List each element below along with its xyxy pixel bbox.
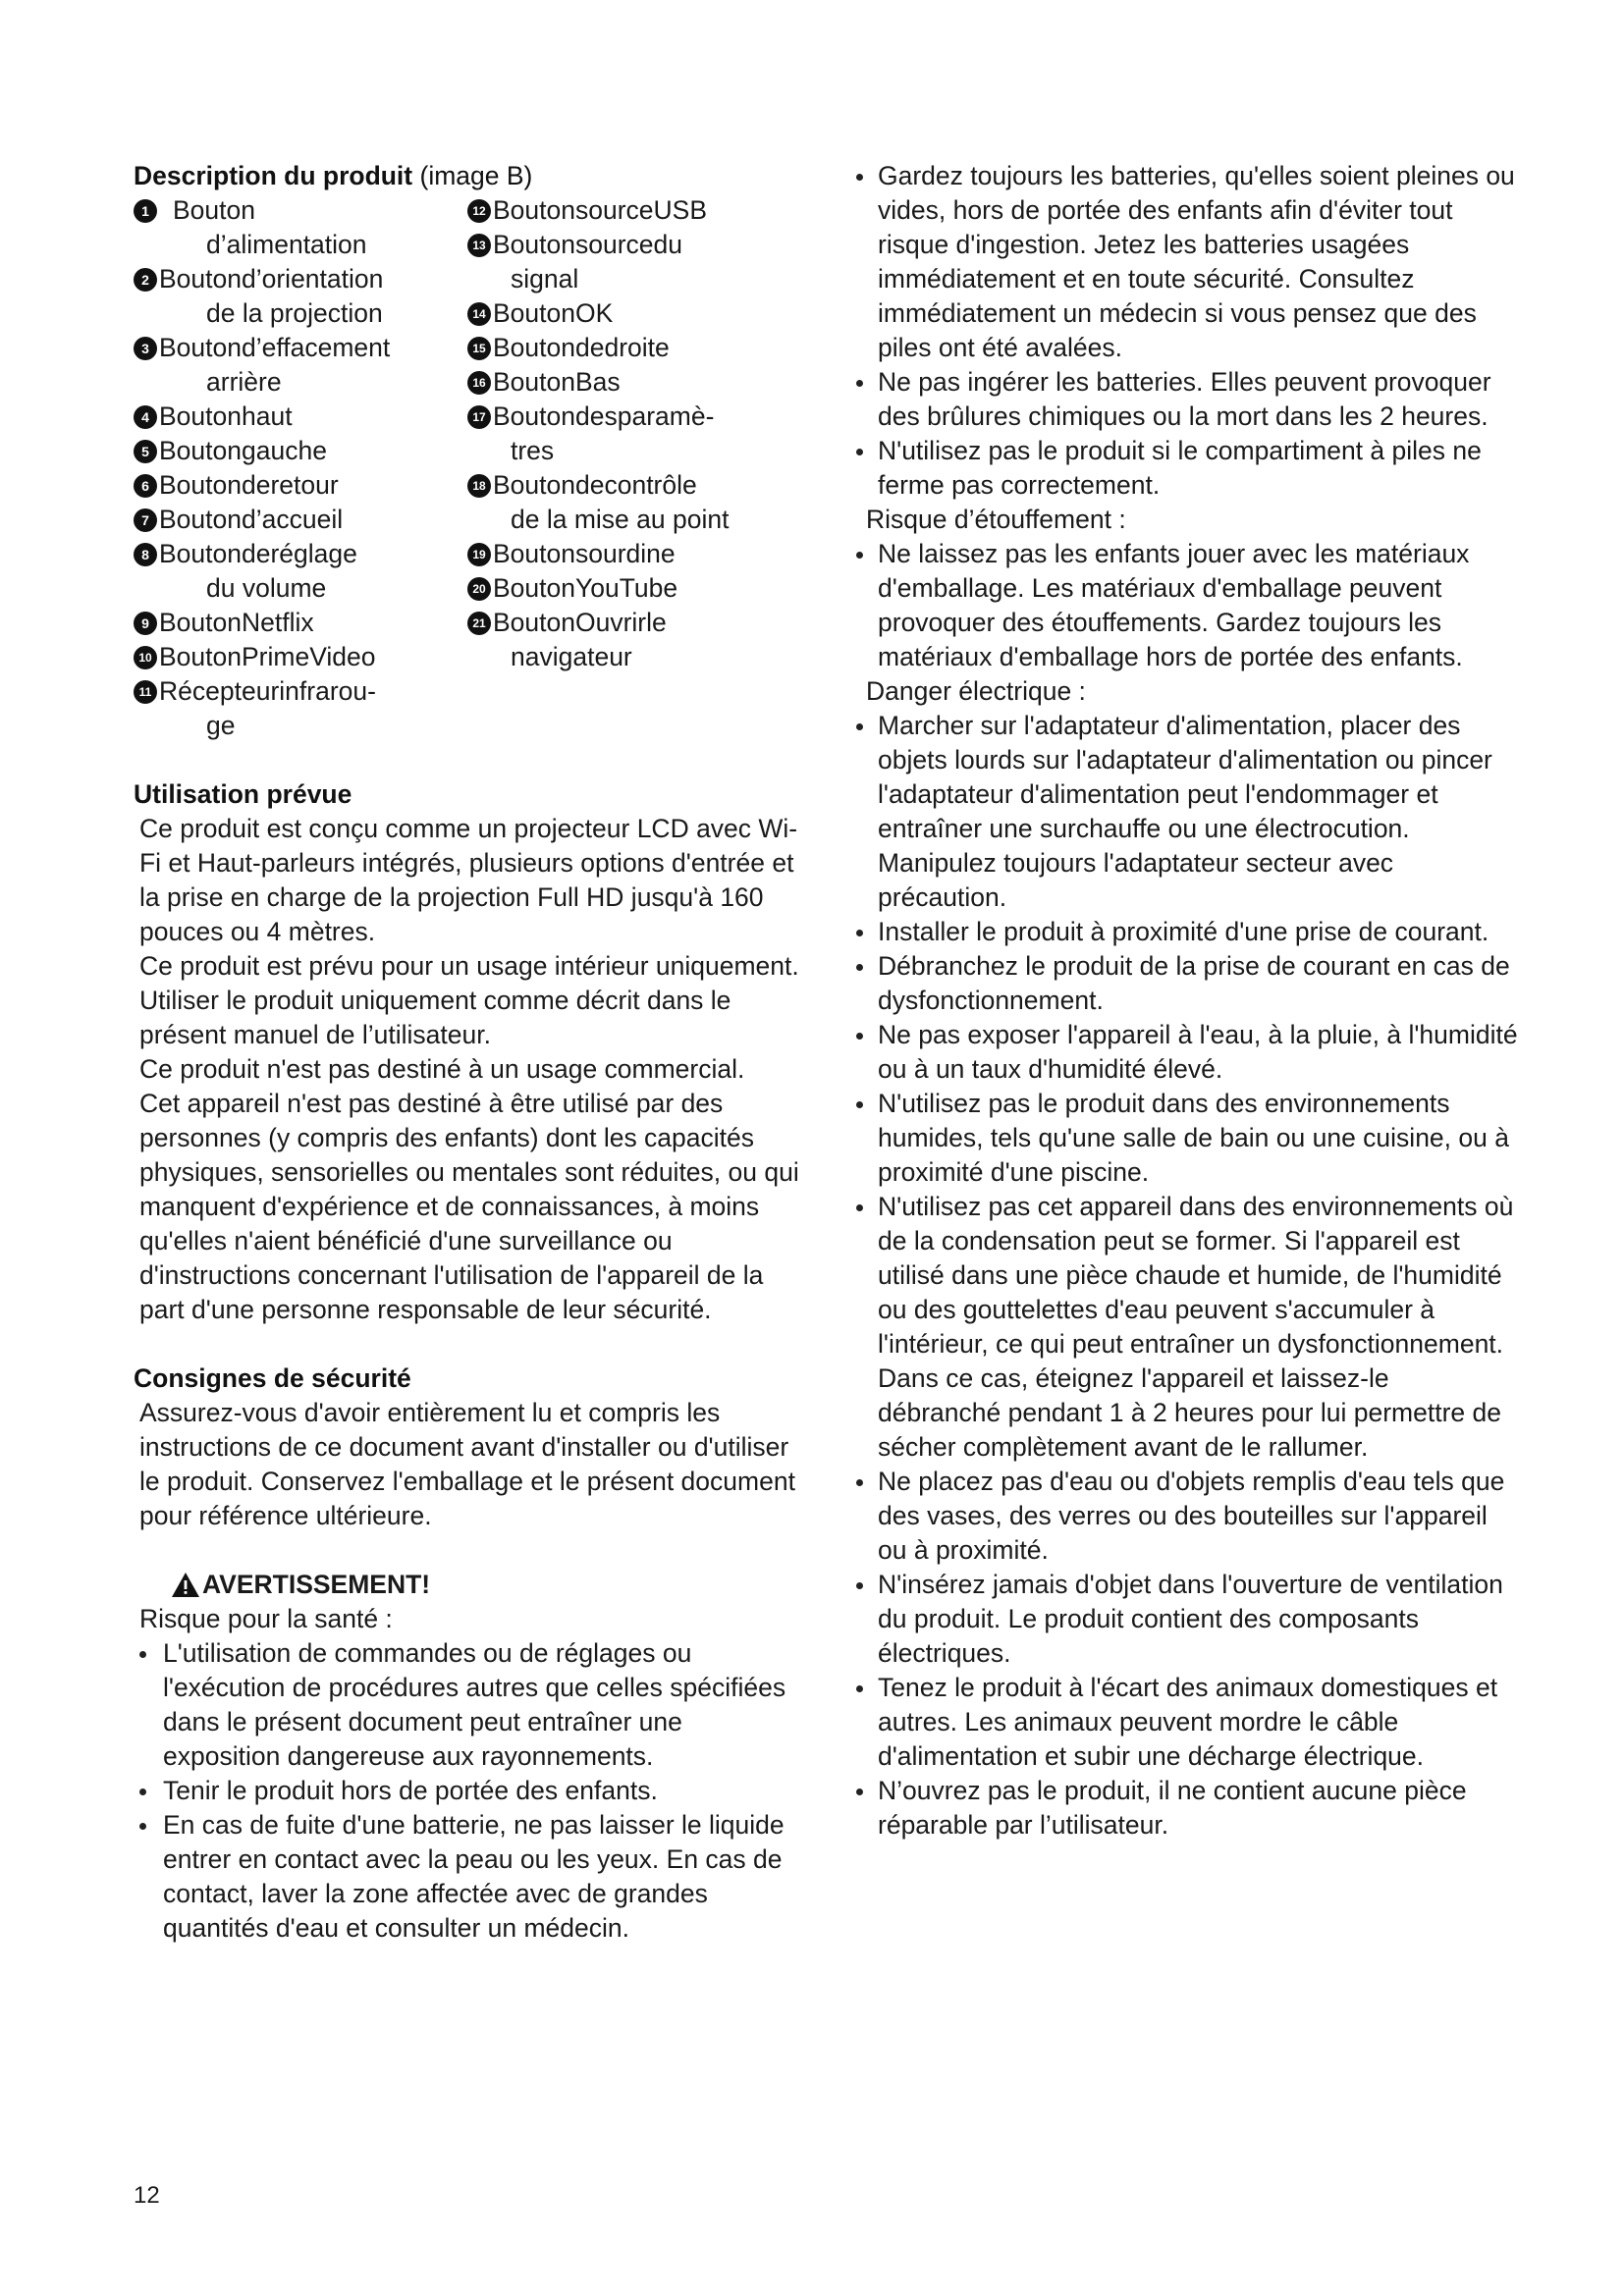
number-badge: 2: [134, 268, 157, 292]
suffocation-list: [850, 537, 1518, 674]
list-item: [134, 331, 467, 400]
list-item: [467, 400, 801, 468]
list-item: [134, 674, 467, 743]
list-item: N’ouvrez pas le produit, il ne contient aucune pièce réparable par l’utilisateur.: [850, 1774, 1518, 1842]
list-item: N'utilisez pas le produit dans des environnements humides, tels qu'une salle de bain ou une cuisine, ou à proximité d'une piscine.: [850, 1087, 1518, 1190]
list-item: N'utilisez pas cet appareil dans des environnements où de la condensation peut se former. Si l'appareil est utilisé dans une pièce chaude et humide, de l'humidité ou des gouttelettes d'eau peuvent s'accumuler à l'intérieur, ce qui peut entraîner un dysfonctionnement. Dans ce cas, éteignez l'appareil et laissez-le débranché pendant 1 à 2 heures pour lui permettre de sécher complètement avant de le rallumer.: [850, 1190, 1518, 1465]
item-label-cont: ge: [206, 711, 236, 740]
list-item: Ne placez pas d'eau ou d'objets remplis d'eau tels que des vases, des verres ou des bouteilles sur l'appareil ou à proximité.: [850, 1465, 1518, 1568]
item-label: Récepteurinfrarou-: [159, 676, 376, 706]
list-item: [467, 365, 801, 400]
right-column: [850, 159, 1518, 1842]
description-list-right: [467, 193, 801, 743]
list-item: [467, 606, 801, 674]
list-item: [467, 468, 801, 537]
intended-use-heading: Utilisation prévue: [134, 779, 352, 809]
page-number: 12: [134, 2182, 160, 2209]
warning-label: AVERTISSEMENT!: [202, 1570, 431, 1599]
number-badge: 6: [134, 474, 157, 498]
number-badge: 20: [467, 577, 491, 601]
list-item: Tenez le produit à l'écart des animaux domestiques et autres. Les animaux peuvent mordre le câble d'alimentation et subir une décharge électrique.: [850, 1671, 1518, 1774]
health-risk-label: Risque pour la santé :: [139, 1604, 393, 1633]
number-badge: 5: [134, 440, 157, 463]
item-label: Boutonsourdine: [493, 539, 676, 568]
description-title: Description du produit: [134, 161, 413, 190]
safety-section: [134, 1362, 801, 1946]
list-item: [134, 468, 467, 503]
number-badge: 12: [467, 199, 491, 223]
list-item: Installer le produit à proximité d'une prise de courant.: [850, 915, 1518, 949]
list-item: Tenir le produit hors de portée des enfants.: [134, 1774, 801, 1808]
item-label: Bouton: [173, 195, 255, 225]
item-label: Boutondedroite: [493, 333, 670, 362]
number-badge: 10: [134, 646, 157, 669]
item-label: Boutonhaut: [159, 401, 293, 431]
list-item: [134, 537, 467, 606]
number-badge: 3: [134, 337, 157, 360]
paragraph: Utiliser le produit uniquement comme décrit dans le présent manuel de l’utilisateur.: [139, 986, 731, 1049]
list-item: N'utilisez pas le produit si le compartiment à piles ne ferme pas correctement.: [850, 434, 1518, 503]
list-item: Marcher sur l'adaptateur d'alimentation, placer des objets lourds sur l'adaptateur d'alimentation ou pincer l'adaptateur d'alimentation peut l'endommager et entraîner une surchauffe ou une électrocution. Manipulez toujours l'adaptateur secteur avec précaution.: [850, 709, 1518, 915]
item-label-cont: navigateur: [511, 642, 632, 671]
item-label-cont: de la mise au point: [511, 505, 730, 534]
item-label-cont: signal: [511, 264, 579, 294]
number-badge: 19: [467, 543, 491, 566]
suffocation-label: Risque d’étouffement :: [866, 505, 1126, 534]
warning-icon: [171, 1572, 200, 1598]
list-item: N'insérez jamais d'objet dans l'ouverture de ventilation du produit. Le produit contient des composants électriques.: [850, 1568, 1518, 1671]
item-label: Boutondecontrôle: [493, 470, 697, 500]
list-item: [134, 400, 467, 434]
list-item: [134, 503, 467, 537]
list-item: Ne pas exposer l'appareil à l'eau, à la pluie, à l'humidité ou à un taux d'humidité élevé.: [850, 1018, 1518, 1087]
description-title-extra: (image B): [419, 161, 533, 190]
description-list: [134, 193, 801, 743]
paragraph: Ce produit est conçu comme un projecteur LCD avec Wi-Fi et Haut-parleurs intégrés, plusieurs options d'entrée et la prise en charge de la projection Full HD jusqu'à 160 pouces ou 4 mètres.: [139, 814, 798, 946]
paragraph: Ce produit n'est pas destiné à un usage commercial.: [139, 1054, 745, 1084]
item-label: Boutond’effacement: [159, 333, 391, 362]
number-badge: 17: [467, 405, 491, 429]
electric-danger-list: [850, 709, 1518, 1842]
item-label: Boutongauche: [159, 436, 327, 465]
list-item: [134, 434, 467, 468]
item-label: BoutonPrimeVideo: [159, 642, 376, 671]
number-badge: 21: [467, 612, 491, 635]
number-badge: 8: [134, 543, 157, 566]
number-badge: 11: [134, 680, 157, 704]
list-item: [467, 228, 801, 296]
battery-list: [850, 159, 1518, 503]
item-label: BoutonYouTube: [493, 573, 678, 603]
list-item: En cas de fuite d'une batterie, ne pas laisser le liquide entrer en contact avec la peau ou les yeux. En cas de contact, laver la zone affectée avec de grandes quantités d'eau et consulter un médecin.: [134, 1808, 801, 1946]
warning-heading: [134, 1568, 801, 1602]
number-badge: 15: [467, 337, 491, 360]
item-label: Boutonderetour: [159, 470, 339, 500]
number-badge: 7: [134, 508, 157, 532]
number-badge: 16: [467, 371, 491, 395]
health-risk-list: [134, 1636, 801, 1946]
list-item: [134, 640, 467, 674]
left-column: [134, 159, 801, 1946]
list-item: [134, 193, 467, 262]
list-item: [467, 537, 801, 571]
item-label: BoutonsourceUSB: [493, 195, 708, 225]
item-label-cont: de la projection: [206, 298, 383, 328]
electric-danger-label: Danger électrique :: [866, 676, 1086, 706]
item-label: Boutonderéglage: [159, 539, 357, 568]
item-label: Boutondesparamè-: [493, 401, 715, 431]
paragraph: Cet appareil n'est pas destiné à être utilisé par des personnes (y compris des enfants) dont les capacités physiques, sensorielles ou mentales sont réduites, ou qui manquent d'expérience et de connaissances, à moins qu'elles n'aient bénéficié d'une surveillance ou d'instructions concernant l'utilisation de l'appareil de la part d'une personne responsable de leur sécurité.: [139, 1089, 799, 1324]
list-item: Ne pas ingérer les batteries. Elles peuvent provoquer des brûlures chimiques ou la mort dans les 2 heures.: [850, 365, 1518, 434]
description-heading: [134, 159, 801, 193]
item-label-cont: tres: [511, 436, 555, 465]
number-badge: 4: [134, 405, 157, 429]
list-item: L'utilisation de commandes ou de réglages ou l'exécution de procédures autres que celles spécifiées dans le présent document peut entraîner une exposition dangereuse aux rayonnements.: [134, 1636, 801, 1774]
list-item: [467, 571, 801, 606]
description-list-left: [134, 193, 467, 743]
item-label: BoutonOK: [493, 298, 614, 328]
list-item: [134, 606, 467, 640]
item-label-cont: d’alimentation: [206, 230, 367, 259]
item-label-cont: du volume: [206, 573, 327, 603]
intended-use-section: [134, 777, 801, 1327]
list-item: Débranchez le produit de la prise de courant en cas de dysfonctionnement.: [850, 949, 1518, 1018]
paragraph: Ce produit est prévu pour un usage intérieur uniquement.: [139, 951, 799, 981]
number-badge: 1: [134, 199, 157, 223]
item-label: Boutond’accueil: [159, 505, 344, 534]
item-label: BoutonOuvrirle: [493, 608, 667, 637]
item-label: Boutonsourcedu: [493, 230, 683, 259]
list-item: [467, 331, 801, 365]
number-badge: 9: [134, 612, 157, 635]
safety-intro: Assurez-vous d'avoir entièrement lu et compris les instructions de ce document avant d'installer ou d'utiliser le produit. Conservez l'emballage et le présent document pour référence ultérieure.: [139, 1398, 795, 1530]
list-item: [467, 296, 801, 331]
number-badge: 18: [467, 474, 491, 498]
item-label-cont: arrière: [206, 367, 282, 397]
item-label: BoutonBas: [493, 367, 621, 397]
list-item: Gardez toujours les batteries, qu'elles soient pleines ou vides, hors de portée des enfants afin d'éviter tout risque d'ingestion. Jetez les batteries usagées immédiatement et en toute sécurité. Consultez immédiatement un médecin si vous pensez que des piles ont été avalées.: [850, 159, 1518, 365]
safety-heading: Consignes de sécurité: [134, 1363, 411, 1393]
item-label: BoutonNetflix: [159, 608, 314, 637]
item-label: Boutond’orientation: [159, 264, 384, 294]
list-item: [467, 193, 801, 228]
list-item: Ne laissez pas les enfants jouer avec les matériaux d'emballage. Les matériaux d'emballage peuvent provoquer des étouffements. Gardez toujours les matériaux d'emballage hors de portée des enfants.: [850, 537, 1518, 674]
number-badge: 14: [467, 302, 491, 326]
number-badge: 13: [467, 234, 491, 257]
list-item: [134, 262, 467, 331]
